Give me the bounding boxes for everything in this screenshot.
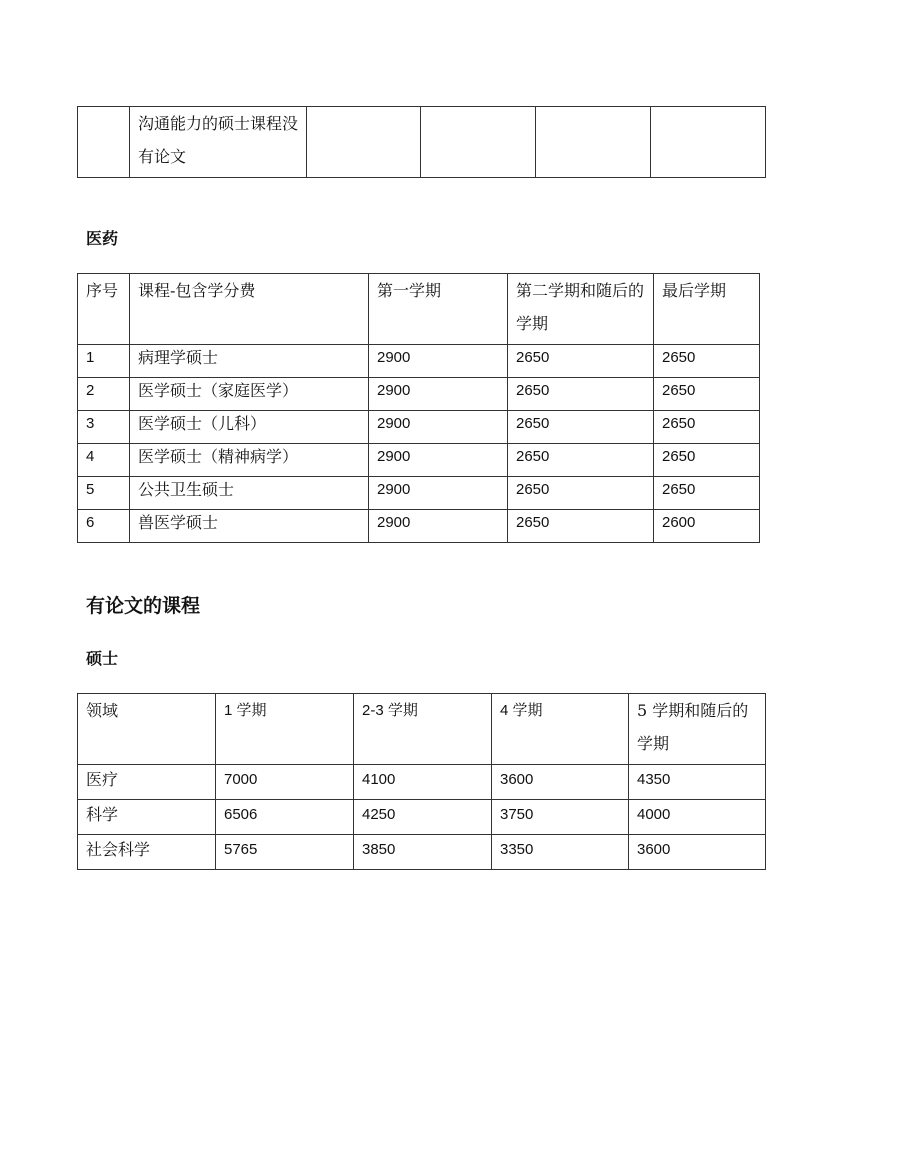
medicine-fee-table [77,273,760,543]
section-heading-medicine: 医药 [86,229,119,248]
column-header: 第一学期 [369,274,508,345]
table-cell [421,107,536,178]
table-cell [307,107,421,178]
cell-program: 病理学硕士 [130,345,369,378]
cell-first-semester: 2900 [369,411,508,444]
table-row [78,107,766,178]
section-heading-thesis-programs: 有论文的课程 [86,595,201,617]
cell-semester-4: 3750 [492,800,629,835]
cell-program: 公共卫生硕士 [130,477,369,510]
cell-program: 医学硕士（儿科） [130,411,369,444]
cell-second-semester: 2650 [508,411,654,444]
cell-no: 3 [78,411,130,444]
cell-first-semester: 2900 [369,444,508,477]
cell-semester-2-3: 4250 [354,800,492,835]
cell-program: 兽医学硕士 [130,510,369,543]
cell-last-semester: 2650 [654,378,760,411]
table-row [78,378,760,411]
cell-semester-2-3: 3850 [354,835,492,870]
cell-last-semester: 2650 [654,477,760,510]
cell-no: 6 [78,510,130,543]
cell-first-semester: 2900 [369,477,508,510]
table-row [78,835,766,870]
cell-semester-5: 4350 [629,765,766,800]
cell-no: 5 [78,477,130,510]
cell-program: 医学硕士（精神病学） [130,444,369,477]
cell-no: 2 [78,378,130,411]
cell-semester-5: 4000 [629,800,766,835]
cell-last-semester: 2650 [654,345,760,378]
table-cell-no [78,107,130,178]
table-cell [651,107,766,178]
table-row [78,444,760,477]
table-row [78,800,766,835]
table-header-row [78,694,766,765]
cell-field: 社会科学 [78,835,216,870]
cell-semester-5: 3600 [629,835,766,870]
table-row [78,510,760,543]
cell-second-semester: 2650 [508,345,654,378]
cell-program: 医学硕士（家庭医学） [130,378,369,411]
cell-second-semester: 2650 [508,477,654,510]
column-header: 2-3 学期 [354,694,492,765]
continued-fee-table [77,106,766,178]
cell-first-semester: 2900 [369,345,508,378]
column-header: 最后学期 [654,274,760,345]
cell-second-semester: 2650 [508,444,654,477]
cell-last-semester: 2600 [654,510,760,543]
column-header: 5 学期和随后的学期 [629,694,766,765]
cell-semester-1: 5765 [216,835,354,870]
column-header: 4 学期 [492,694,629,765]
table-cell-program: 沟通能力的硕士课程没有论文 [130,107,307,178]
masters-fee-table [77,693,766,870]
cell-semester-2-3: 4100 [354,765,492,800]
cell-semester-1: 6506 [216,800,354,835]
cell-semester-4: 3350 [492,835,629,870]
column-header: 课程-包含学分费 [130,274,369,345]
cell-first-semester: 2900 [369,378,508,411]
table-row [78,477,760,510]
cell-no: 1 [78,345,130,378]
cell-field: 科学 [78,800,216,835]
table-cell [536,107,651,178]
cell-semester-4: 3600 [492,765,629,800]
section-heading-masters: 硕士 [86,649,119,668]
cell-last-semester: 2650 [654,444,760,477]
table-row [78,765,766,800]
cell-no: 4 [78,444,130,477]
column-header: 领域 [78,694,216,765]
cell-field: 医疗 [78,765,216,800]
table-header-row [78,274,760,345]
table-row [78,411,760,444]
cell-second-semester: 2650 [508,510,654,543]
table-row [78,345,760,378]
cell-last-semester: 2650 [654,411,760,444]
cell-first-semester: 2900 [369,510,508,543]
column-header: 序号 [78,274,130,345]
column-header: 1 学期 [216,694,354,765]
cell-semester-1: 7000 [216,765,354,800]
cell-second-semester: 2650 [508,378,654,411]
column-header: 第二学期和随后的学期 [508,274,654,345]
